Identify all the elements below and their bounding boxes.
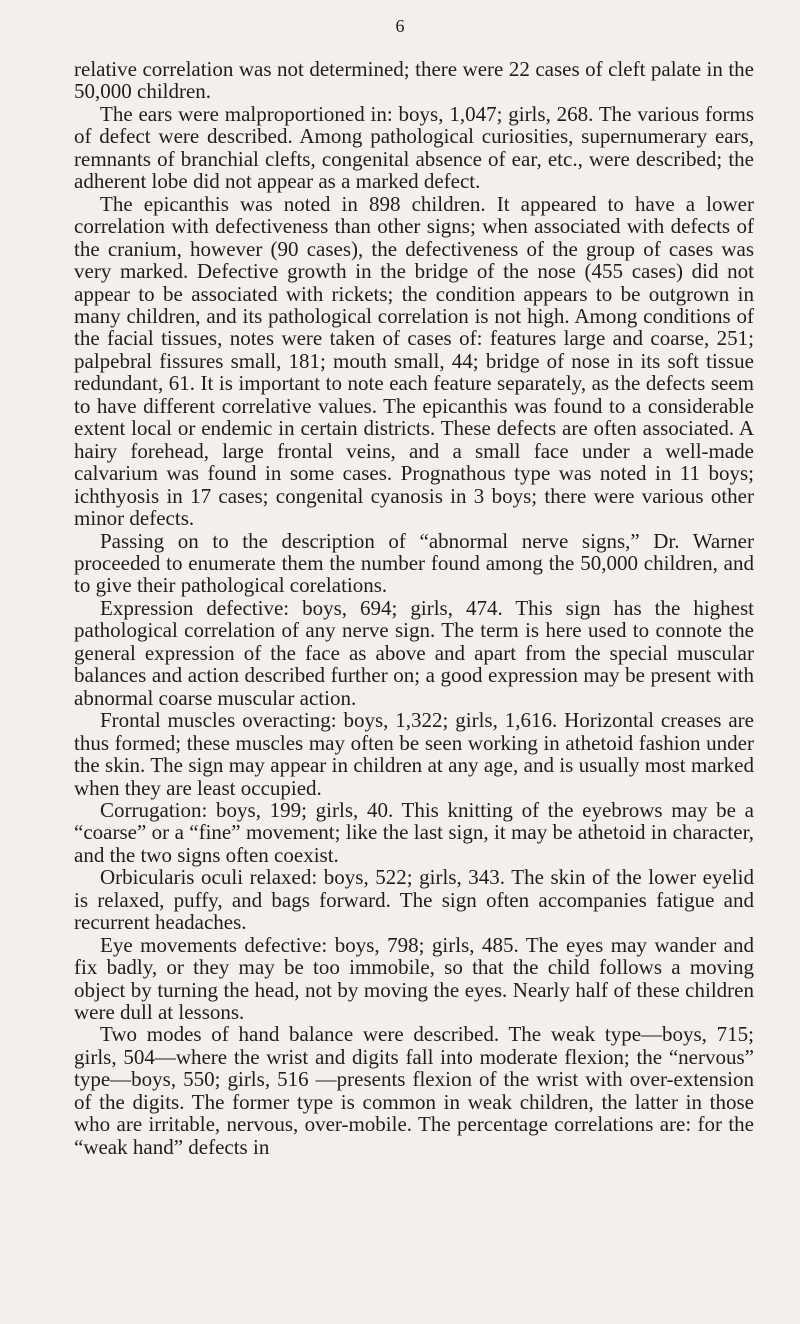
page-number: 6 xyxy=(395,16,405,36)
paragraph-frontal-muscles: Frontal muscles overacting: boys, 1,322; girls, 1,616. Horizontal creases are thus formed; these muscles may often be seen working in athetoid fashion under the skin. The sign may appear in children at any age, and is usually most marked when they are least occupied. xyxy=(74,708,754,800)
paragraph-expression-defective: Expression defective: boys, 694; girls, 474. This sign has the highest pathological correlation of any nerve sign. The term is here used to connote the general expression of the face as above and apart from the special muscular balances and action described further on; a good expression may be present with abnormal coarse muscular action. xyxy=(74,595,754,710)
paragraph-corrugation: Corrugation: boys, 199; girls, 40. This knitting of the eyebrows may be a “coarse” or a “fine” movement; like the last sign, it may be athetoid in character, and the two signs often coexist. xyxy=(74,797,754,867)
paragraph-cleft-palate: relative correlation was not determined; there were 22 cases of cleft palate in the 50,000 children. xyxy=(74,57,754,104)
paragraph-nerve-signs-intro: Passing on to the description of “abnormal nerve signs,” Dr. Warner proceeded to enumerate them the number found among the 50,000 children, and to give their pathological corelations. xyxy=(74,528,754,598)
paragraph-hand-balance: Two modes of hand balance were described. The weak type—boys, 715; girls, 504—where the wrist and digits fall into moderate flexion; the “nervous” type—boys, 550; girls, 516 —presents flexion of the wrist with over-extension of the digits. The former type is common in weak children, the latter in those who are irritable, nervous, over-mobile. The percentage correlations are: for the “weak hand” defects in xyxy=(74,1022,754,1159)
body-text xyxy=(74,58,754,1158)
paragraph-epicanthis: The epicanthis was noted in 898 children. It appeared to have a lower correlation with defectiveness than other signs; when associated with defects of the cranium, however (90 cases), the defectiveness of the group of cases was very marked. Defective growth in the bridge of the nose (455 cases) did not appear to be associated with rickets; the condition appears to be outgrown in many children, and its pathological correlation is not high. Among conditions of the facial tissues, notes were taken of cases of: features large and coarse, 251; palpebral fissures small, 181; mouth small, 44; bridge of nose in its soft tissue redundant, 61. It is important to note each feature separately, as the defects seem to have different correlative values. The epicanthis was found to a considerable extent local or endemic in certain districts. These defects are often associated. A hairy forehead, large frontal veins, and a small face under a well-made calvarium was found in some cases. Prognathous type was noted in 11 boys; ichthyosis in 17 cases; congenital cyanosis in 3 boys; there were various other minor defects. xyxy=(74,191,754,531)
paragraph-eye-movements: Eye movements defective: boys, 798; girls, 485. The eyes may wander and fix badly, or they may be too immobile, so that the child follows a moving object by turning the head, not by moving the eyes. Nearly half of these children were dull at lessons. xyxy=(74,932,754,1025)
paragraph-ears: The ears were malproportioned in: boys, 1,047; girls, 268. The various forms of defect were described. Among pathological curiosities, supernumerary ears, remnants of branchial clefts, congenital absence of ear, etc., were described; the adherent lobe did not appear as a marked defect. xyxy=(74,101,754,194)
paragraph-orbicularis-oculi: Orbicularis oculi relaxed: boys, 522; girls, 343. The skin of the lower eyelid is relaxed, puffy, and bags forward. The sign often accompanies fatigue and recurrent headaches. xyxy=(74,865,754,935)
